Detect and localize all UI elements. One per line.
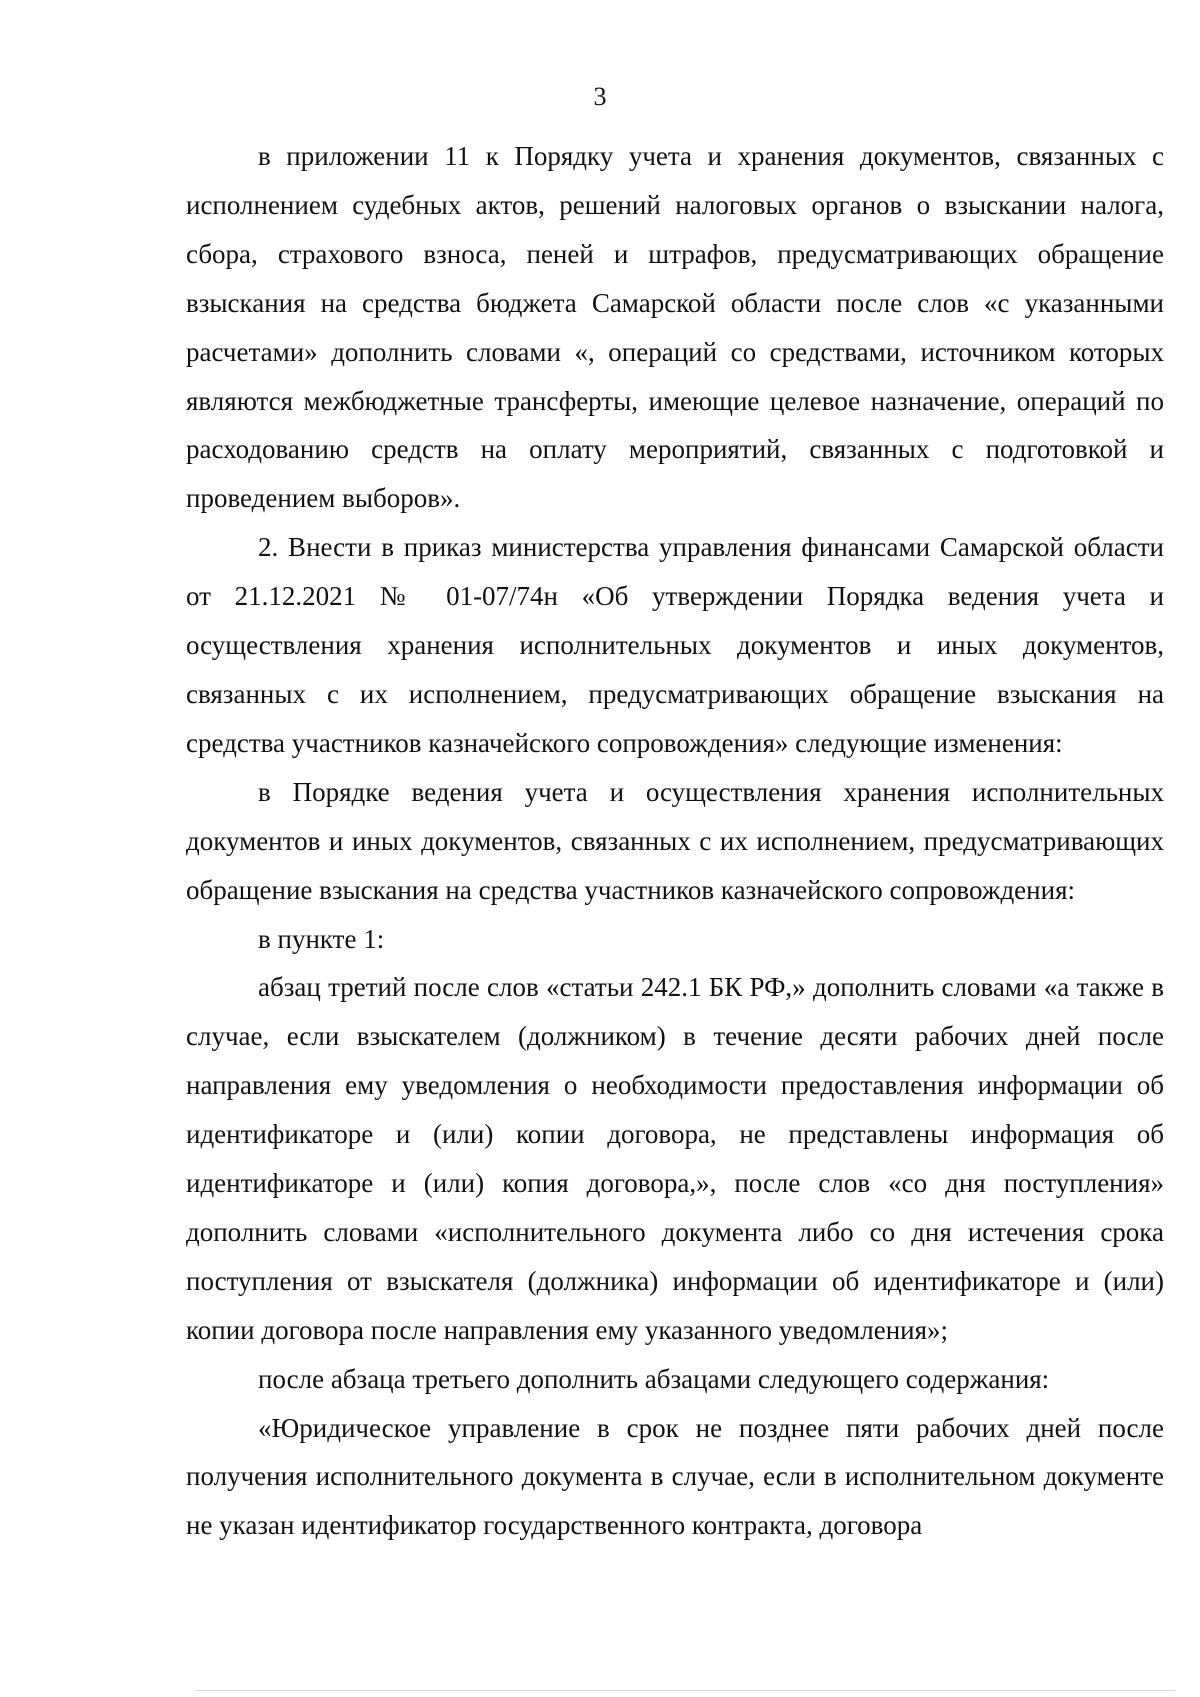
paragraph-procedure-reference: в Порядке ведения учета и осуществления хранения исполнительных документов и иных документов, связанных с их исполнением, предусматривающих обращение взыскания на средства участников казначейского сопровождения:	[186, 776, 1164, 905]
paragraph-clause-1: в пункте 1:	[258, 923, 385, 954]
page-bottom-edge	[195, 1690, 1175, 1691]
paragraph-third-subparagraph-amendment: абзац третий после слов «статьи 242.1 БК РФ,» дополнить словами «а также в случае, если взыскателем (должником) в течение десяти рабочих дней после направления ему уведомления о необходимости предоставления информации об идентификаторе и (или) копии договора, не представлены информация об идентификаторе и (или) копия договора,», после слов «со дня поступления» дополнить словами «исполнительного документа либо со дня истечения срока поступления от взыскателя (должника) информации об идентификаторе и (или) копии договора после направления ему указанного уведомления»;	[186, 972, 1164, 1345]
document-body	[186, 132, 1164, 1550]
paragraph-add-subparagraphs: после абзаца третьего дополнить абзацами следующего содержания:	[258, 1363, 1050, 1394]
paragraph-appendix-11-amendment: в приложении 11 к Порядку учета и хранения документов, связанных с исполнением судебных актов, решений налоговых органов о взыскании налога, сбора, страхового взноса, пеней и штрафов, предусматривающих обращение взыскания на средства бюджета Самарской области после слов «с указанными расчетами» дополнить словами «, операций со средствами, источником которых являются межбюджетные трансферты, имеющие целевое назначение, операций по расходованию средств на оплату мероприятий, связанных с подготовкой и проведением выборов».	[186, 141, 1164, 514]
paragraph-item-2-order-amendment: 2. Внести в приказ министерства управления финансами Самарской области от 21.12.2021 № 01-07/74н «Об утверждении Порядка ведения учета и осуществления хранения исполнительных документов и иных документов, связанных с их исполнением, предусматривающих обращение взыскания на средства участников казначейского сопровождения» следующие изменения:	[186, 532, 1164, 758]
paragraph-legal-department-text: «Юридическое управление в срок не позднее пяти рабочих дней после получения исполнительного документа в случае, если в исполнительном документе не указан идентификатор государственного контракта, договора	[186, 1412, 1164, 1541]
page-number: 3	[593, 82, 607, 111]
